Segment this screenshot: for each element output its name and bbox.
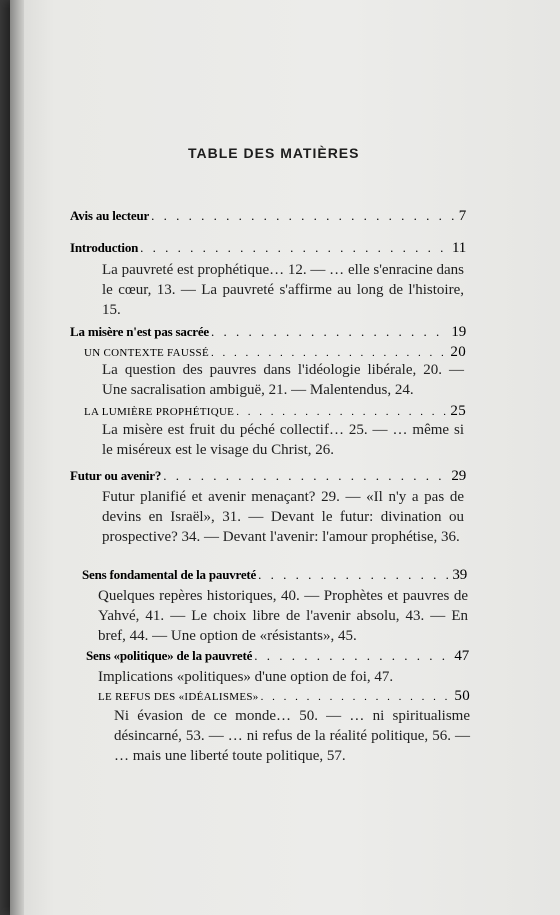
toc-subheading: LA LUMIÈRE PROPHÉTIQUE bbox=[84, 406, 235, 418]
toc-heading: Introduction bbox=[70, 240, 139, 255]
book-page bbox=[10, 0, 560, 915]
toc-subentry-contexte[interactable] bbox=[84, 344, 466, 361]
leader-dots bbox=[258, 567, 450, 583]
toc-entry-summary: Implications «politiques» d'une option de foi, 47. bbox=[98, 669, 394, 685]
toc-heading: Avis au lecteur bbox=[70, 208, 150, 223]
toc-page-number: 7 bbox=[458, 208, 466, 224]
leader-dots bbox=[151, 208, 457, 224]
toc-entry-futur[interactable] bbox=[70, 468, 466, 485]
toc-entry-avis[interactable] bbox=[70, 208, 466, 225]
leader-dots bbox=[261, 691, 453, 703]
toc-subentry-refus[interactable] bbox=[98, 688, 470, 705]
toc-page-number: 47 bbox=[454, 648, 469, 664]
toc-subheading: UN CONTEXTE FAUSSÉ bbox=[84, 347, 209, 359]
toc-page-number: 11 bbox=[451, 240, 466, 256]
toc-subheading: LE REFUS DES «IDÉALISMES» bbox=[98, 691, 259, 703]
toc-entry-sens-politique[interactable] bbox=[86, 648, 469, 665]
toc-heading: Futur ou avenir? bbox=[70, 468, 162, 483]
toc-heading: La misère n'est pas sacrée bbox=[70, 324, 209, 339]
toc-page-number: 50 bbox=[454, 688, 470, 704]
leader-dots bbox=[236, 406, 448, 418]
toc-page-number: 39 bbox=[452, 567, 467, 583]
toc-heading: Sens «politique» de la pauvreté bbox=[86, 648, 253, 663]
toc-entry-summary: La question des pauvres dans l'idéologie libérale, 20. — Une sacralisation ambiguë, 21. — Malentendus, 24. bbox=[102, 362, 464, 398]
leader-dots bbox=[211, 347, 448, 359]
toc-entry-summary: La misère est fruit du péché collectif… 25. — … même si le miséreux est le visage du Christ, 26. bbox=[102, 422, 464, 458]
toc-heading: Sens fondamental de la pauvreté bbox=[82, 567, 257, 582]
leader-dots bbox=[211, 324, 449, 340]
toc-page-number: 20 bbox=[450, 344, 466, 360]
toc-page-number: 29 bbox=[451, 468, 466, 484]
toc-entry-misere[interactable] bbox=[70, 324, 466, 341]
page-title: TABLE DES MATIÈRES bbox=[188, 145, 360, 161]
toc-entry-summary: Futur planifié et avenir menaçant? 29. — «Il n'y a pas de devins en Israël», 31. — Devant le futur: divination ou prospective? 34. — Devant l'avenir: l'amour prophétise, 36. bbox=[102, 489, 464, 545]
toc-entry-summary: Quelques repères historiques, 40. — Prophètes et pauvres de Yahvé, 41. — Le choix libre de l'avenir absolu, 43. — En bref, 44. — Une option de «résistants», 45. bbox=[98, 588, 468, 644]
toc-page-number: 19 bbox=[451, 324, 466, 340]
leader-dots bbox=[163, 468, 449, 484]
page-gutter bbox=[10, 0, 24, 915]
toc-entry-sens-fondamental[interactable] bbox=[82, 567, 467, 584]
toc-subentry-lumiere[interactable] bbox=[84, 403, 466, 420]
leader-dots bbox=[254, 648, 452, 664]
toc-page-number: 25 bbox=[450, 403, 466, 419]
toc-entry-summary: La pauvreté est prophétique… 12. — … elle s'enracine dans le cœur, 13. — La pauvreté s'affirme au long de l'histoire, 15. bbox=[102, 262, 464, 318]
toc-entry-summary: Ni évasion de ce monde… 50. — … ni spiritualisme désincarné, 53. — … ni refus de la réalité politique, 56. — … mais une liberté toute politique, 57. bbox=[114, 708, 470, 764]
leader-dots bbox=[140, 240, 450, 256]
toc-entry-introduction[interactable] bbox=[70, 240, 466, 257]
